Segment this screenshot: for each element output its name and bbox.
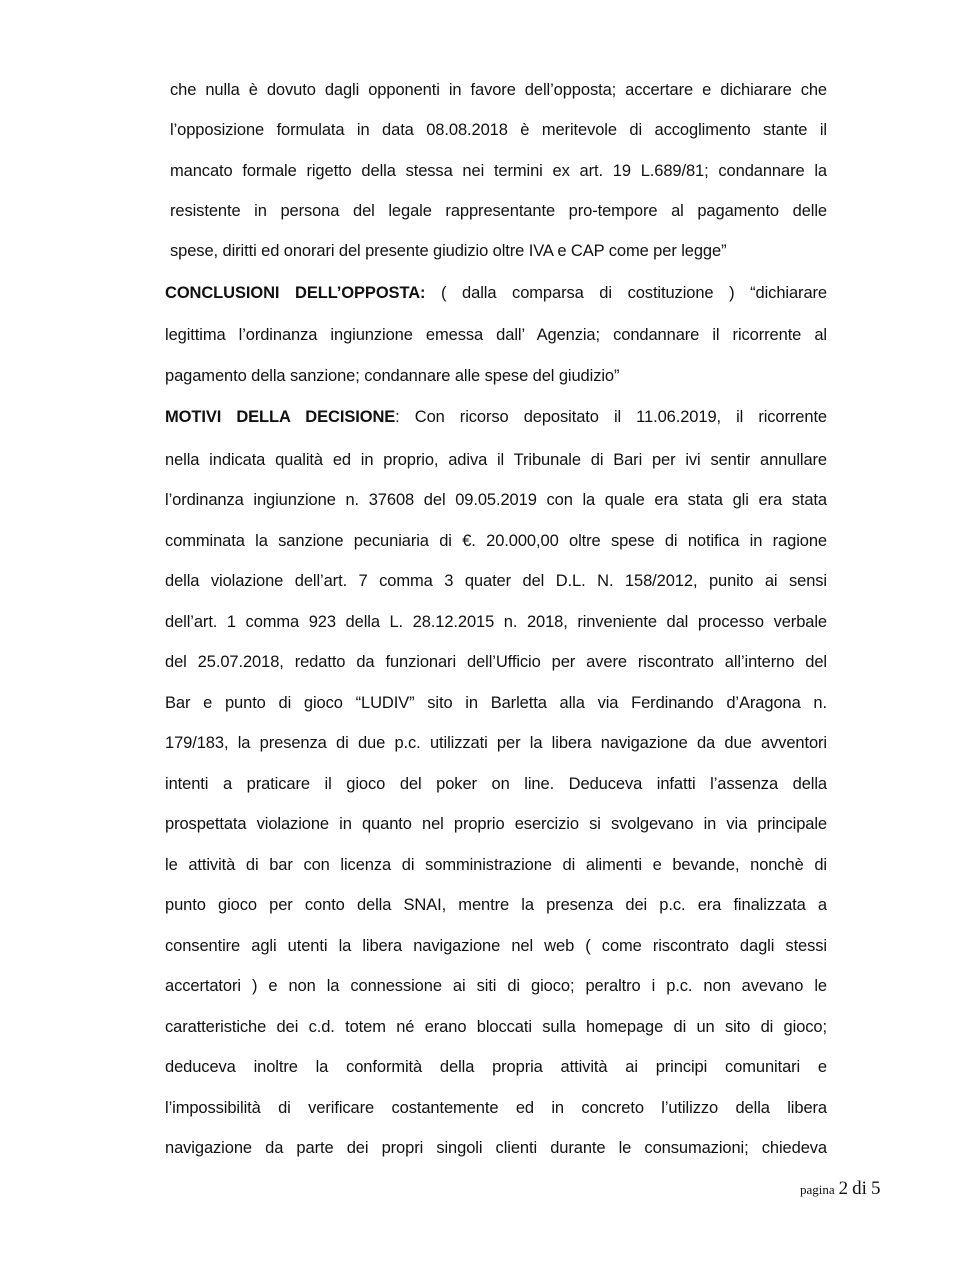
body-line: legittima l’ordinanza ingiunzione emessa dall’ Agenzia; condannare il ricorrente al [165, 326, 827, 344]
body-line: nella indicata qualità ed in proprio, adiva il Tribunale di Bari per ivi sentir annullare [165, 451, 827, 469]
body-line: caratteristiche dei c.d. totem né erano bloccati sulla homepage di un sito di gioco; [165, 1018, 827, 1036]
page-of: di [852, 1178, 867, 1199]
body-line: punto gioco per conto della SNAI, mentre la presenza dei p.c. era finalizzata a [165, 896, 827, 914]
body-line: della violazione dell’art. 7 comma 3 quater del D.L. N. 158/2012, punito ai sensi [165, 572, 827, 590]
conclusioni-paragraph-start [165, 283, 827, 303]
body-line: prospettata violazione in quanto nel proprio esercizio si svolgevano in via principale [165, 815, 827, 833]
body-line: comminata la sanzione pecuniaria di €. 20.000,00 oltre spese di notifica in ragione [165, 532, 827, 550]
body-line: l’ordinanza ingiunzione n. 37608 del 09.05.2019 con la quale era stata gli era stata [165, 491, 827, 509]
body-line: pagamento della sanzione; condannare alle spese del giudizio” [165, 367, 620, 385]
body-text: ( dalla comparsa di costituzione ) “dichiarare [425, 284, 827, 302]
motivi-paragraph-start [165, 407, 827, 427]
body-line: l’impossibilità di verificare costantemente ed in concreto l’utilizzo della libera [165, 1099, 827, 1117]
body-line: navigazione da parte dei propri singoli clienti durante le consumazioni; chiedeva [165, 1139, 827, 1157]
body-line: resistente in persona del legale rappresentante pro-tempore al pagamento delle [170, 202, 827, 220]
body-text: : Con ricorso depositato il 11.06.2019, il ricorrente [395, 408, 828, 426]
body-line: dell’art. 1 comma 923 della L. 28.12.2015 n. 2018, rinveniente dal processo verbale [165, 613, 827, 631]
page-current: 2 [838, 1178, 849, 1199]
body-line: l’opposizione formulata in data 08.08.2018 è meritevole di accoglimento stante il [170, 121, 827, 139]
page-total: 5 [870, 1178, 881, 1199]
page-label: pagina [800, 1182, 835, 1197]
body-line: accertatori ) e non la connessione ai siti di gioco; peraltro i p.c. non avevano le [165, 977, 827, 995]
body-line: le attività di bar con licenza di somministrazione di alimenti e bevande, nonchè di [165, 856, 827, 874]
body-line: mancato formale rigetto della stessa nei termini ex art. 19 L.689/81; condannare la [170, 162, 827, 180]
page-number [800, 1178, 880, 1200]
body-line: Bar e punto di gioco “LUDIV” sito in Barletta alla via Ferdinando d’Aragona n. [165, 694, 827, 712]
body-line: deduceva inoltre la conformità della propria attività ai principi comunitari e [165, 1058, 827, 1076]
section-heading-motivi: MOTIVI DELLA DECISIONE [165, 408, 396, 426]
body-line: consentire agli utenti la libera navigazione nel web ( come riscontrato dagli stessi [165, 937, 827, 955]
section-heading-conclusioni: CONCLUSIONI DELL’OPPOSTA: [165, 284, 426, 302]
body-line: intenti a praticare il gioco del poker on line. Deduceva infatti l’assenza della [165, 775, 827, 793]
body-line: del 25.07.2018, redatto da funzionari dell’Ufficio per avere riscontrato all’interno del [165, 653, 827, 671]
body-line: 179/183, la presenza di due p.c. utilizzati per la libera navigazione da due avventori [165, 734, 827, 752]
body-line: che nulla è dovuto dagli opponenti in favore dell’opposta; accertare e dichiarare che [170, 81, 827, 99]
body-line: spese, diritti ed onorari del presente giudizio oltre IVA e CAP come per legge” [170, 242, 727, 260]
